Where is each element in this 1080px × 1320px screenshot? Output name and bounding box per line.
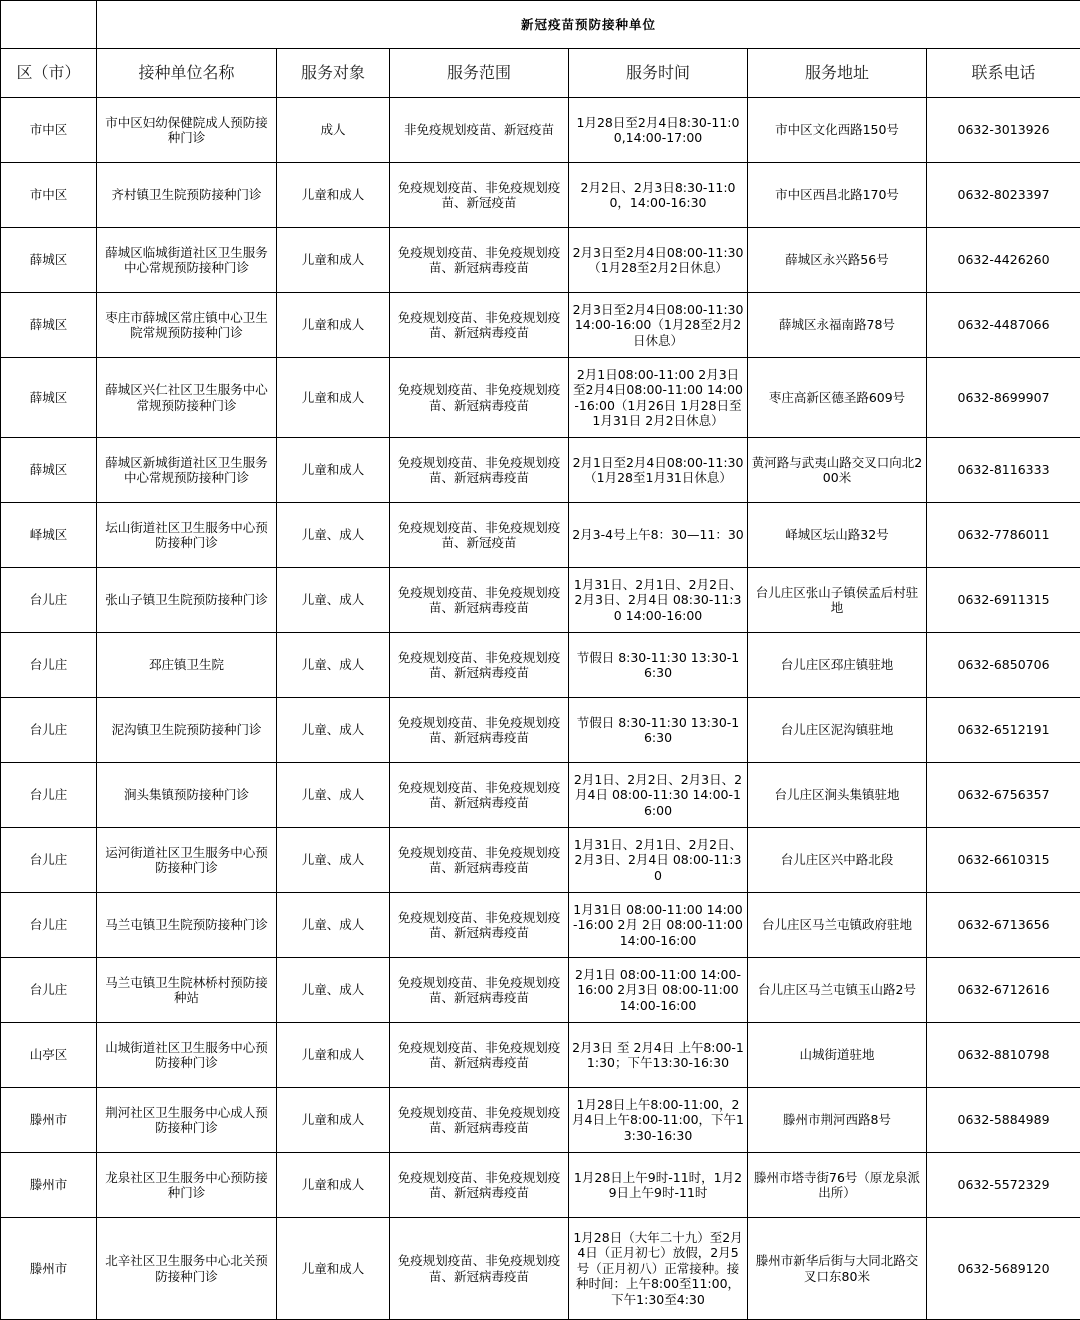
service-scope-cell: 免疫规划疫苗、非免疫规划疫苗、新冠疫苗 <box>390 163 569 228</box>
table-row <box>1 163 1080 228</box>
service-scope-cell: 免疫规划疫苗、非免疫规划疫苗、新冠病毒疫苗 <box>390 828 569 893</box>
unit-name-cell: 薛城区新城街道社区卫生服务中心常规预防接种门诊 <box>97 438 277 503</box>
header-service-time: 服务时间 <box>569 49 748 98</box>
phone-cell: 0632-6512191 <box>927 698 1080 763</box>
service-target-cell: 儿童、成人 <box>277 763 390 828</box>
service-target-cell: 儿童、成人 <box>277 698 390 763</box>
district-cell: 滕州市 <box>1 1088 97 1153</box>
address-cell: 滕州市荆河西路8号 <box>748 1088 927 1153</box>
header-service-target: 服务对象 <box>277 49 390 98</box>
district-cell: 薛城区 <box>1 358 97 438</box>
unit-name-cell: 邳庄镇卫生院 <box>97 633 277 698</box>
table-row <box>1 358 1080 438</box>
service-time-cell: 节假日 8:30-11:30 13:30-16:30 <box>569 633 748 698</box>
table-row <box>1 763 1080 828</box>
service-scope-cell: 免疫规划疫苗、非免疫规划疫苗、新冠病毒疫苗 <box>390 958 569 1023</box>
phone-cell: 0632-8810798 <box>927 1023 1080 1088</box>
service-target-cell: 儿童、成人 <box>277 568 390 633</box>
header-unit-name: 接种单位名称 <box>97 49 277 98</box>
address-cell: 薛城区永兴路56号 <box>748 228 927 293</box>
district-cell: 台儿庄 <box>1 763 97 828</box>
district-cell: 市中区 <box>1 163 97 228</box>
unit-name-cell: 坛山街道社区卫生服务中心预防接种门诊 <box>97 503 277 568</box>
table-row <box>1 1153 1080 1218</box>
service-scope-cell: 免疫规划疫苗、非免疫规划疫苗、新冠病毒疫苗 <box>390 228 569 293</box>
table-row <box>1 293 1080 358</box>
service-time-cell: 2月3日至2月4日08:00-11:30 14:00-16:00（1月28至2月2日休息） <box>569 293 748 358</box>
address-cell: 市中区文化西路150号 <box>748 98 927 163</box>
service-target-cell: 儿童和成人 <box>277 1088 390 1153</box>
service-target-cell: 儿童、成人 <box>277 893 390 958</box>
service-target-cell: 儿童和成人 <box>277 1153 390 1218</box>
district-cell: 薛城区 <box>1 228 97 293</box>
phone-cell: 0632-6850706 <box>927 633 1080 698</box>
address-cell: 台儿庄区张山子镇侯孟后村驻地 <box>748 568 927 633</box>
service-target-cell: 儿童、成人 <box>277 503 390 568</box>
service-scope-cell: 免疫规划疫苗、非免疫规划疫苗、新冠病毒疫苗 <box>390 1023 569 1088</box>
table-row <box>1 568 1080 633</box>
address-cell: 台儿庄区兴中路北段 <box>748 828 927 893</box>
header-district: 区（市） <box>1 49 97 98</box>
unit-name-cell: 荆河社区卫生服务中心成人预防接种门诊 <box>97 1088 277 1153</box>
unit-name-cell: 齐村镇卫生院预防接种门诊 <box>97 163 277 228</box>
header-phone: 联系电话 <box>927 49 1080 98</box>
unit-name-cell: 泥沟镇卫生院预防接种门诊 <box>97 698 277 763</box>
address-cell: 台儿庄区马兰屯镇玉山路2号 <box>748 958 927 1023</box>
phone-cell: 0632-6610315 <box>927 828 1080 893</box>
title-blank-cell <box>1 1 97 49</box>
title-row <box>1 1 1080 49</box>
district-cell: 峄城区 <box>1 503 97 568</box>
phone-cell: 0632-5689120 <box>927 1218 1080 1320</box>
table-row <box>1 893 1080 958</box>
table-row <box>1 503 1080 568</box>
service-scope-cell: 免疫规划疫苗、非免疫规划疫苗、新冠病毒疫苗 <box>390 293 569 358</box>
address-cell: 台儿庄区邳庄镇驻地 <box>748 633 927 698</box>
phone-cell: 0632-6712616 <box>927 958 1080 1023</box>
table-row <box>1 1218 1080 1320</box>
service-scope-cell: 免疫规划疫苗、非免疫规划疫苗、新冠病毒疫苗 <box>390 893 569 958</box>
table-row <box>1 958 1080 1023</box>
address-cell: 滕州市新华后街与大同北路交叉口东80米 <box>748 1218 927 1320</box>
service-scope-cell: 免疫规划疫苗、非免疫规划疫苗、新冠病毒疫苗 <box>390 1218 569 1320</box>
service-time-cell: 2月3日 至 2月4日 上午8:00-11:30；下午13:30-16:30 <box>569 1023 748 1088</box>
district-cell: 台儿庄 <box>1 698 97 763</box>
address-cell: 薛城区永福南路78号 <box>748 293 927 358</box>
phone-cell: 0632-8699907 <box>927 358 1080 438</box>
service-time-cell: 2月1日 08:00-11:00 14:00-16:00 2月3日 08:00-11:00 14:00-16:00 <box>569 958 748 1023</box>
district-cell: 滕州市 <box>1 1218 97 1320</box>
service-time-cell: 节假日 8:30-11:30 13:30-16:30 <box>569 698 748 763</box>
address-cell: 市中区西昌北路170号 <box>748 163 927 228</box>
service-target-cell: 儿童、成人 <box>277 828 390 893</box>
service-time-cell: 1月31日、2月1日、2月2日、2月3日、2月4日 08:00-11:30 <box>569 828 748 893</box>
phone-cell: 0632-5884989 <box>927 1088 1080 1153</box>
service-scope-cell: 免疫规划疫苗、非免疫规划疫苗、新冠病毒疫苗 <box>390 633 569 698</box>
phone-cell: 0632-4487066 <box>927 293 1080 358</box>
service-target-cell: 儿童、成人 <box>277 958 390 1023</box>
service-time-cell: 1月28日（大年二十九）至2月4日（正月初七）放假，2月5号（正月初八）正常接种。接种时间：上午8:00至11:00，下午1:30至4:30 <box>569 1218 748 1320</box>
district-cell: 市中区 <box>1 98 97 163</box>
service-target-cell: 儿童和成人 <box>277 1218 390 1320</box>
district-cell: 台儿庄 <box>1 633 97 698</box>
unit-name-cell: 山城街道社区卫生服务中心预防接种门诊 <box>97 1023 277 1088</box>
phone-cell: 0632-6713656 <box>927 893 1080 958</box>
phone-cell: 0632-7786011 <box>927 503 1080 568</box>
service-scope-cell: 免疫规划疫苗、非免疫规划疫苗、新冠病毒疫苗 <box>390 698 569 763</box>
unit-name-cell: 薛城区兴仁社区卫生服务中心常规预防接种门诊 <box>97 358 277 438</box>
address-cell: 台儿庄区泥沟镇驻地 <box>748 698 927 763</box>
unit-name-cell: 市中区妇幼保健院成人预防接种门诊 <box>97 98 277 163</box>
service-time-cell: 2月1日08:00-11:00 2月3日至2月4日08:00-11:00 14:00-16:00（1月26日 1月28日至1月31日 2月2日休息） <box>569 358 748 438</box>
address-cell: 台儿庄区马兰屯镇政府驻地 <box>748 893 927 958</box>
unit-name-cell: 运河街道社区卫生服务中心预防接种门诊 <box>97 828 277 893</box>
phone-cell: 0632-8023397 <box>927 163 1080 228</box>
phone-cell: 0632-5572329 <box>927 1153 1080 1218</box>
service-target-cell: 儿童和成人 <box>277 293 390 358</box>
unit-name-cell: 张山子镇卫生院预防接种门诊 <box>97 568 277 633</box>
unit-name-cell: 马兰屯镇卫生院预防接种门诊 <box>97 893 277 958</box>
unit-name-cell: 北辛社区卫生服务中心北关预防接种门诊 <box>97 1218 277 1320</box>
service-target-cell: 成人 <box>277 98 390 163</box>
service-scope-cell: 免疫规划疫苗、非免疫规划疫苗、新冠病毒疫苗 <box>390 568 569 633</box>
service-time-cell: 1月28日上午9时-11时，1月29日上午9时-11时 <box>569 1153 748 1218</box>
district-cell: 滕州市 <box>1 1153 97 1218</box>
phone-cell: 0632-6756357 <box>927 763 1080 828</box>
header-service-scope: 服务范围 <box>390 49 569 98</box>
district-cell: 薛城区 <box>1 438 97 503</box>
service-scope-cell: 免疫规划疫苗、非免疫规划疫苗、新冠病毒疫苗 <box>390 438 569 503</box>
district-cell: 薛城区 <box>1 293 97 358</box>
phone-cell: 0632-3013926 <box>927 98 1080 163</box>
sheet-title: 新冠疫苗预防接种单位 <box>97 1 1080 49</box>
address-cell: 山城街道驻地 <box>748 1023 927 1088</box>
service-time-cell: 1月31日、2月1日、2月2日、2月3日、2月4日 08:30-11:30 14:00-16:00 <box>569 568 748 633</box>
service-target-cell: 儿童和成人 <box>277 1023 390 1088</box>
table-row <box>1 698 1080 763</box>
service-scope-cell: 免疫规划疫苗、非免疫规划疫苗、新冠病毒疫苗 <box>390 1153 569 1218</box>
service-time-cell: 2月2日、2月3日8:30-11:00，14:00-16:30 <box>569 163 748 228</box>
unit-name-cell: 枣庄市薛城区常庄镇中心卫生院常规预防接种门诊 <box>97 293 277 358</box>
table-row <box>1 1023 1080 1088</box>
phone-cell: 0632-6911315 <box>927 568 1080 633</box>
table-row <box>1 228 1080 293</box>
service-time-cell: 1月28日上午8:00-11:00，2月4日上午8:00-11:00，下午13:30-16:30 <box>569 1088 748 1153</box>
service-time-cell: 1月31日 08:00-11:00 14:00-16:00 2月 2日 08:00-11:00 14:00-16:00 <box>569 893 748 958</box>
table-row <box>1 98 1080 163</box>
table-row <box>1 633 1080 698</box>
service-target-cell: 儿童、成人 <box>277 633 390 698</box>
phone-cell: 0632-8116333 <box>927 438 1080 503</box>
phone-cell: 0632-4426260 <box>927 228 1080 293</box>
table-row <box>1 1088 1080 1153</box>
header-service-address: 服务地址 <box>748 49 927 98</box>
address-cell: 峄城区坛山路32号 <box>748 503 927 568</box>
service-scope-cell: 免疫规划疫苗、非免疫规划疫苗、新冠疫苗 <box>390 503 569 568</box>
table-row <box>1 438 1080 503</box>
service-target-cell: 儿童和成人 <box>277 163 390 228</box>
unit-name-cell: 马兰屯镇卫生院林桥村预防接种站 <box>97 958 277 1023</box>
address-cell: 滕州市塔寺街76号（原龙泉派出所） <box>748 1153 927 1218</box>
service-time-cell: 1月28日至2月4日8:30-11:00,14:00-17:00 <box>569 98 748 163</box>
district-cell: 台儿庄 <box>1 568 97 633</box>
table-row <box>1 828 1080 893</box>
service-scope-cell: 免疫规划疫苗、非免疫规划疫苗、新冠病毒疫苗 <box>390 763 569 828</box>
district-cell: 台儿庄 <box>1 893 97 958</box>
unit-name-cell: 涧头集镇预防接种门诊 <box>97 763 277 828</box>
service-time-cell: 2月3-4号上午8：30—11：30 <box>569 503 748 568</box>
service-time-cell: 2月1日、2月2日、2月3日、2月4日 08:00-11:30 14:00-16:00 <box>569 763 748 828</box>
district-cell: 山亭区 <box>1 1023 97 1088</box>
service-time-cell: 2月1日至2月4日08:00-11:30（1月28至1月31日休息） <box>569 438 748 503</box>
service-scope-cell: 免疫规划疫苗、非免疫规划疫苗、新冠病毒疫苗 <box>390 358 569 438</box>
unit-name-cell: 薛城区临城街道社区卫生服务中心常规预防接种门诊 <box>97 228 277 293</box>
service-scope-cell: 非免疫规划疫苗、新冠疫苗 <box>390 98 569 163</box>
unit-name-cell: 龙泉社区卫生服务中心预防接种门诊 <box>97 1153 277 1218</box>
district-cell: 台儿庄 <box>1 828 97 893</box>
service-scope-cell: 免疫规划疫苗、非免疫规划疫苗、新冠病毒疫苗 <box>390 1088 569 1153</box>
service-time-cell: 2月3日至2月4日08:00-11:30（1月28至2月2日休息） <box>569 228 748 293</box>
service-target-cell: 儿童和成人 <box>277 438 390 503</box>
service-target-cell: 儿童和成人 <box>277 358 390 438</box>
service-target-cell: 儿童和成人 <box>277 228 390 293</box>
address-cell: 枣庄高新区德圣路609号 <box>748 358 927 438</box>
district-cell: 台儿庄 <box>1 958 97 1023</box>
address-cell: 黄河路与武夷山路交叉口向北200米 <box>748 438 927 503</box>
address-cell: 台儿庄区涧头集镇驻地 <box>748 763 927 828</box>
header-row <box>1 49 1080 98</box>
